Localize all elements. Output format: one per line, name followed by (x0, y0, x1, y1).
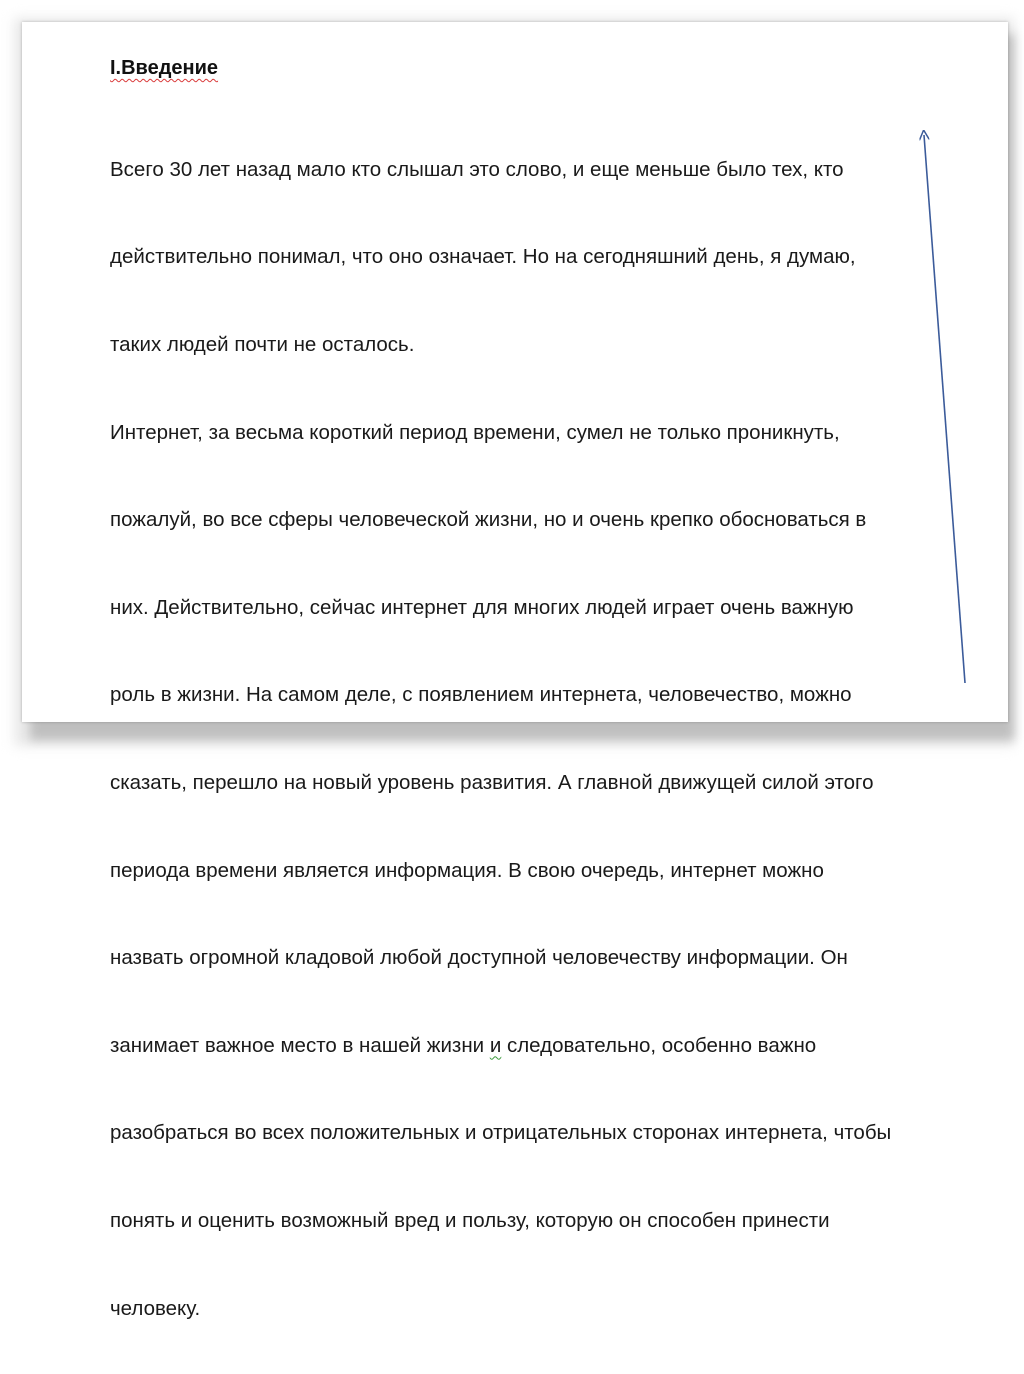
body-line: действительно понимал, что оно означает. Но на сегодняшний день, я думаю, (110, 245, 856, 269)
body-line: роль в жизни. На самом деле, с появлением интернета, человечество, можно (110, 683, 852, 707)
body-line: Интернет, за весьма короткий период времени, сумел не только проникнуть, (110, 420, 840, 444)
body-line: назвать огромной кладовой любой доступной человечеству информации. Он (110, 946, 848, 970)
grammar-marked-word: и (489, 1033, 502, 1057)
body-line: периода времени является информация. В свою очередь, интернет можно (110, 858, 824, 882)
document-title: I.Введение (110, 57, 219, 79)
body-line: них. Действительно, сейчас интернет для многих людей играет очень важную (110, 595, 854, 619)
body-line-with-mark (110, 1024, 960, 1068)
body-line: понять и оценить возможный вред и пользу, которую он способен принести (110, 1208, 830, 1232)
document-body (110, 104, 960, 1374)
document-page (22, 22, 1008, 1320)
body-line: сказать, перешло на новый уровень развития. А главной движущей силой этого (110, 770, 874, 794)
body-line: пожалуй, во все сферы человеческой жизни, но и очень крепко обосноваться в (110, 508, 867, 532)
body-line-segment: следовательно, особенно важно (501, 1033, 817, 1057)
body-line-segment: занимает важное место в нашей жизни (110, 1033, 485, 1057)
body-line: Всего 30 лет назад мало кто слышал это слово, и еще меньше было тех, кто (110, 157, 844, 181)
body-line: человеку. (110, 1296, 201, 1320)
body-line: разобраться во всех положительных и отрицательных сторонах интернета, чтобы (110, 1121, 892, 1145)
body-line: таких людей почти не осталось. (110, 332, 415, 356)
